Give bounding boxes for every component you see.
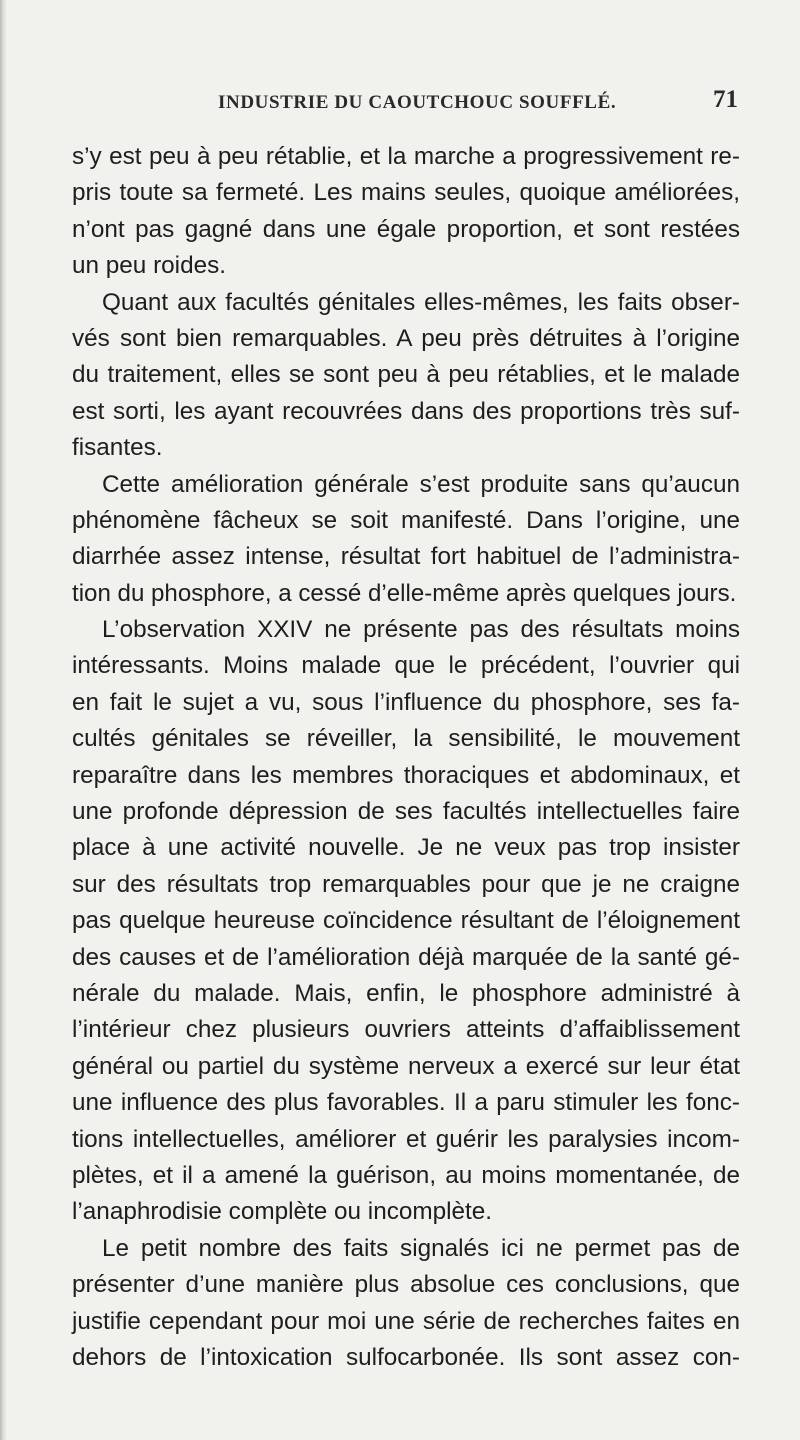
text-line: pas quelque heureuse coïncidence résultant de l’éloignement <box>72 907 740 935</box>
text-line: intéressants. Moins malade que le précédent, l’ouvrier qui <box>72 652 740 680</box>
text-line: l’anaphrodisie complète ou incomplète. <box>72 1198 493 1226</box>
text-line: une influence des plus favorables. Il a paru stimuler les fonc- <box>72 1089 740 1117</box>
text-line: sur des résultats trop remarquables pour que je ne craigne <box>72 870 740 898</box>
text-line: vés sont bien remarquables. A peu près détruites à l’origine <box>72 324 740 352</box>
text-line: une profonde dépression de ses facultés intellectuelles faire <box>72 798 740 826</box>
text-line: en fait le sujet a vu, sous l’influence du phosphore, ses fa- <box>72 688 740 716</box>
text-line: plètes, et il a amené la guérison, au moins momentanée, de <box>72 1161 740 1189</box>
text-line: présenter d’une manière plus absolue ces conclusions, que <box>72 1271 740 1299</box>
text-line: l’intérieur chez plusieurs ouvriers atteints d’affaiblissement <box>72 1016 740 1044</box>
text-line: est sorti, les ayant recouvrées dans des proportions très suf- <box>72 397 740 425</box>
text-line: tion du phosphore, a cessé d’elle-même après quelques jours. <box>72 579 737 607</box>
text-line: nérale du malade. Mais, enfin, le phosphore administré à <box>72 979 740 1007</box>
text-line: dehors de l’intoxication sulfocarbonée. Ils sont assez con- <box>72 1343 740 1371</box>
text-line: n’ont pas gagné dans une égale proportion, et sont restées <box>72 215 740 243</box>
text-line: justifie cependant pour moi une série de recherches faites en <box>72 1307 740 1335</box>
running-head: INDUSTRIE DU CAOUTCHOUC SOUFFLÉ. <box>218 92 617 113</box>
text-line: L’observation XXIV ne présente pas des résultats moins <box>102 616 740 644</box>
text-line: Quant aux facultés génitales elles-mêmes, les faits obser- <box>102 288 740 316</box>
text-line: reparaître dans les membres thoraciques et abdominaux, et <box>72 761 740 789</box>
text-line: Cette amélioration générale s’est produite sans qu’aucun <box>102 470 740 498</box>
text-line: tions intellectuelles, améliorer et guérir les paralysies incom- <box>72 1125 740 1153</box>
text-line: Le petit nombre des faits signalés ici ne permet pas de <box>102 1234 740 1262</box>
text-line: cultés génitales se réveiller, la sensibilité, le mouvement <box>72 725 740 753</box>
text-line: un peu roides. <box>72 252 226 280</box>
text-line: diarrhée assez intense, résultat fort habituel de l’administra- <box>72 543 740 571</box>
text-line: place à une activité nouvelle. Je ne veux pas trop insister <box>72 834 740 862</box>
page-binding-edge <box>0 0 7 1440</box>
page-header <box>218 86 738 126</box>
text-line: pris toute sa fermeté. Les mains seules, quoique améliorées, <box>72 179 740 207</box>
text-line: général ou partiel du système nerveux a exercé sur leur état <box>72 1052 740 1080</box>
page-number: 71 <box>713 86 738 113</box>
text-line: des causes et de l’amélioration déjà marquée de la santé gé- <box>72 943 740 971</box>
text-line: fisantes. <box>72 434 163 462</box>
body-text <box>72 139 740 1376</box>
text-line: du traitement, elles se sont peu à peu rétablies, et le malade <box>72 361 740 389</box>
text-line: phénomène fâcheux se soit manifesté. Dans l’origine, une <box>72 506 740 534</box>
text-line: s’y est peu à peu rétablie, et la marche a progressivement re- <box>72 143 740 170</box>
